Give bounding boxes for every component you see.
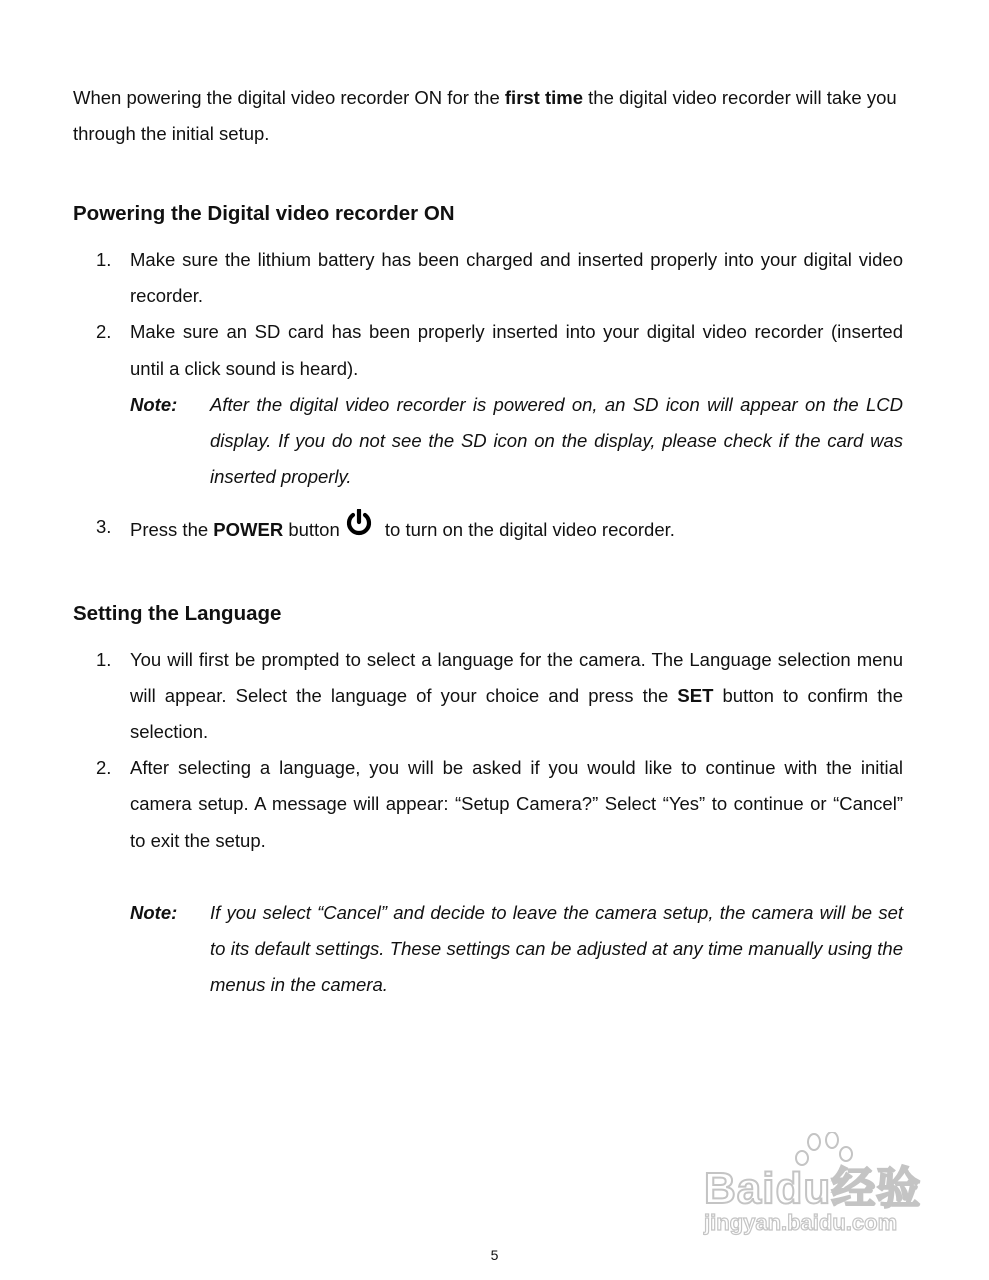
step-text: to turn on the digital video recorder. — [379, 519, 675, 541]
step-number: 1. — [96, 249, 112, 270]
list-item — [73, 750, 903, 859]
note-text: If you select “Cancel” and decide to leave the camera setup, the camera will be set to its default settings. These settings can be adjusted at any time manually using the menus in the camera. — [210, 901, 903, 996]
step-text: Make sure the lithium battery has been charged and inserted properly into your digital video recorder. — [130, 249, 903, 307]
powering-step-3 — [73, 509, 903, 548]
note-label: Note: — [130, 901, 178, 923]
list-item — [73, 314, 903, 386]
set-label: SET — [677, 684, 714, 706]
intro-text-end: the digital video recorder will take you through the initial setup. — [73, 87, 897, 144]
step-text: You will first be prompted to select a language for the camera. The Language selection menu will appear. Select the language of your choice and press the — [130, 648, 903, 706]
step-text: Make sure an SD card has been properly inserted into your digital video recorder (inserted until a click sound is heard). — [130, 321, 903, 379]
list-item — [73, 242, 903, 314]
note-sd-card — [130, 387, 903, 496]
document-page — [73, 80, 903, 1003]
step-text: Press the — [130, 519, 214, 541]
page-number: 5 — [490, 1247, 499, 1263]
step-text: button to confirm the selection. — [130, 684, 904, 743]
note-text: After the digital video recorder is powered on, an SD icon will appear on the LCD display. If you do not see the SD icon on the display, please check if the card was inserted properly. — [210, 393, 903, 488]
language-steps — [73, 642, 903, 859]
intro-text: When powering the digital video recorder ON for the — [73, 87, 505, 108]
step-number: 1. — [96, 648, 112, 670]
step-text: After selecting a language, you will be asked if you would like to continue with the initial camera setup. A message will appear: “Setup Camera?” Select “Yes” to continue or “Cancel” to exit the setup. — [130, 757, 903, 851]
baidu-watermark — [700, 1130, 940, 1250]
list-item — [73, 642, 903, 751]
list-item — [73, 509, 903, 548]
step-text: button — [283, 519, 340, 541]
note-cancel — [130, 895, 903, 1004]
intro-bold: first time — [504, 87, 584, 108]
heading-language: Setting the Language — [73, 601, 282, 625]
power-label: POWER — [213, 519, 284, 541]
heading-powering: Powering the Digital video recorder ON — [73, 202, 455, 225]
note-label: Note: — [130, 393, 178, 415]
step-number: 2. — [96, 321, 112, 343]
step-number: 2. — [96, 757, 112, 779]
watermark-url: jingyan.baidu.com — [704, 1210, 898, 1235]
intro-paragraph — [73, 80, 903, 152]
powering-steps — [73, 242, 903, 387]
power-icon — [342, 509, 376, 539]
watermark-logo-text: Baidu经验 — [704, 1164, 922, 1213]
step-number: 3. — [96, 516, 112, 538]
